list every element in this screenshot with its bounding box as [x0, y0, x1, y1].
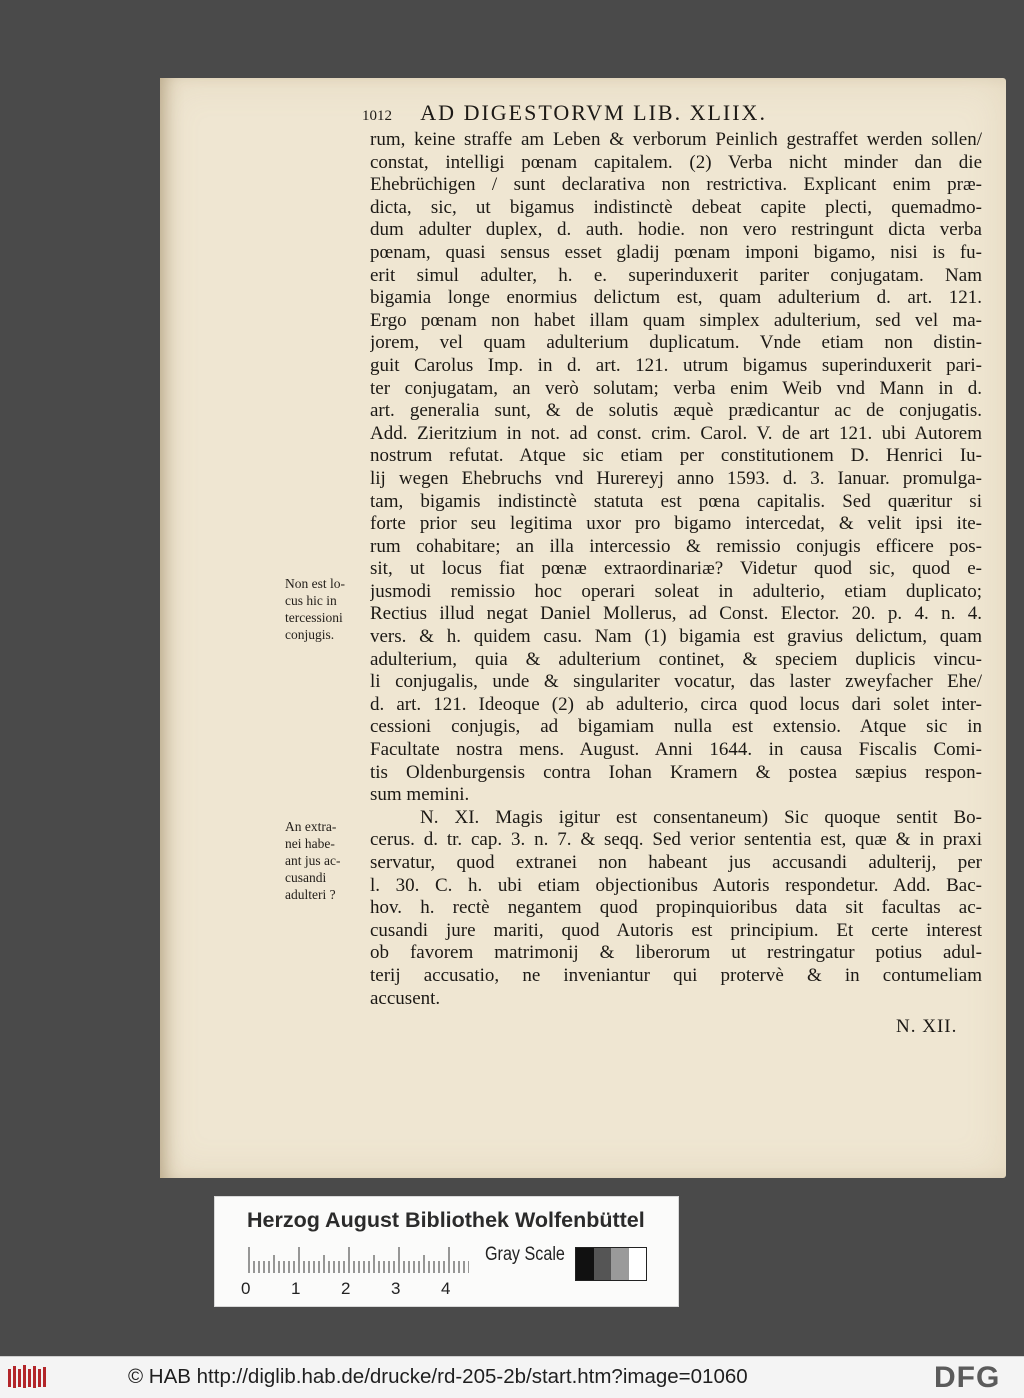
running-head: [362, 100, 982, 126]
text-line: cusandi jure mariti, quod Autoris est principium. Et certe interest: [370, 919, 982, 941]
text-line: dum adulter duplex, d. auth. hodie. non vero restringunt dicta verba: [370, 219, 982, 241]
text-line: lij wegen Ehebruchs vnd Hurereyj anno 1593. d. 3. Ianuar. promulga-: [370, 467, 982, 489]
catchword: N. XII.: [896, 1016, 958, 1037]
text-line: constat, intelligi pœnam capitalem. (2) Verba nicht minder dan die: [370, 151, 982, 173]
text-line: nostrum refutat. Atque sic etiam per constitutionem D. Henrici Iu-: [370, 445, 982, 467]
text-line: cerus. d. tr. cap. 3. n. 7. & seqq. Sed verior sententia est, quæ & in praxi: [370, 829, 982, 851]
margin-note-intercession: [285, 575, 373, 643]
text-line: forte prior seu legitima uxor pro bigamo intercedat, & velit ipsi ite-: [370, 513, 982, 535]
text-line: tam, bigamis indistinctè statuta est pœna capitalis. Sed quæritur si: [370, 490, 982, 512]
text-line: terij accusatio, ne inveniantur qui protervè & in contumeliam: [370, 964, 982, 986]
margin-note-line: An extra-: [285, 819, 337, 834]
text-line: sit, ut locus fiat pœnæ extraordinariæ? Videtur quod sic, quod e-: [370, 558, 982, 580]
hab-logo-icon: [6, 1363, 48, 1391]
library-title: Herzog August Bibliothek Wolfenbüttel: [247, 1208, 645, 1232]
text-line: art. generalia sunt, & de solutis æquè prædicantur ac de conjugatis.: [370, 400, 982, 422]
body-text: [370, 129, 982, 1010]
text-line: hov. h. rectè negantem quod propinquioribus data sit facultas ac-: [370, 897, 982, 919]
text-line: l. 30. C. h. ubi etiam objectionibus Autoris respondetur. Add. Bac-: [370, 874, 982, 896]
text-line: Facultate nostra mens. August. Anni 1644. in causa Fiscalis Comi-: [370, 739, 982, 761]
margin-note-line: cusandi: [285, 870, 327, 885]
text-line: bigamia longe enormius delictum est, quam adulterium d. art. 121.: [370, 287, 982, 309]
gray-swatch: [611, 1248, 629, 1280]
ruler-number: 0: [241, 1279, 251, 1298]
text-line: jusmodi remissio hoc operari soleat in adulterio, etiam duplicato;: [370, 580, 982, 602]
text-line: adulterium, quia & adulterium continet, & speciem duplicis vincu-: [370, 648, 982, 670]
ruler-scale: [247, 1247, 469, 1273]
ruler-number: 2: [341, 1279, 351, 1298]
text-line: ob favorem matrimonij & liberorum ut restringatur potius adul-: [370, 942, 982, 964]
text-line: ter conjugatam, an verò solutam; verba enim Weib vnd Mann in d.: [370, 377, 982, 399]
dfg-logo: DFG: [934, 1361, 1001, 1394]
text-line: pœnam, quasi sensus esset gladij pœnam imponi bigamo, nisi is fu-: [370, 241, 982, 263]
page-number: 1012: [362, 108, 392, 124]
gray-swatch: [594, 1248, 612, 1280]
text-line: Ehebrüchigen / sunt declarativa non restrictiva. Explicant enim præ-: [370, 174, 982, 196]
gray-scale-bar: [575, 1247, 647, 1281]
footer-credit[interactable]: © HAB http://diglib.hab.de/drucke/rd-205-2b/start.htm?image=01060: [128, 1365, 748, 1388]
gray-swatch: [576, 1248, 594, 1280]
margin-note-line: tercessioni: [285, 610, 343, 625]
text-line: sum memini.: [370, 784, 470, 806]
ruler-number: 1: [291, 1279, 301, 1298]
gray-scale-label: Gray Scale: [485, 1244, 565, 1265]
margin-note-line: conjugis.: [285, 627, 335, 642]
text-line: guit Carolus Imp. in d. art. 121. utrum bigamus superinduxerit pari-: [370, 354, 982, 376]
margin-note-line: adulteri ?: [285, 887, 336, 902]
gray-swatch: [629, 1248, 647, 1280]
text-line: li conjugalis, unde & singulariter vocatur, das laster zweyfacher Ehe/: [370, 671, 982, 693]
text-line: N. XI. Magis igitur est consentaneum) Sic quoque sentit Bo-: [420, 806, 982, 828]
color-card: [214, 1196, 679, 1307]
text-line: cessioni conjugis, ad bigamiam nulla est extensio. Atque sic in: [370, 716, 982, 738]
text-line: vers. & h. quidem casu. Nam (1) bigamia est gravius delictum, quam: [370, 626, 982, 648]
text-line: tis Oldenburgensis contra Iohan Kramern & postea sæpius respon-: [370, 761, 982, 783]
text-line: jorem, vel quam adulterium duplicatum. Vnde etiam non distin-: [370, 332, 982, 354]
margin-note-extranei: [285, 818, 373, 903]
footer-bar: [0, 1356, 1024, 1398]
margin-note-line: nei habe-: [285, 836, 335, 851]
text-line: Ergo pœnam non habet illam quam simplex adulterium, sed vel ma-: [370, 309, 982, 331]
text-line: erit simul adulter, h. e. superinduxerit pariter conjugatam. Nam: [370, 264, 982, 286]
margin-note-line: ant jus ac-: [285, 853, 341, 868]
text-line: accusent.: [370, 987, 441, 1009]
text-line: dicta, sic, ut bigamus indistinctè debeat capite plecti, quemadmo-: [370, 196, 982, 218]
margin-note-line: cus hic in: [285, 593, 337, 608]
text-line: d. art. 121. Ideoque (2) ab adulterio, circa quod locus dari solet inter-: [370, 693, 982, 715]
text-line: servatur, quod extranei non habeant jus accusandi adulterij, per: [370, 852, 982, 873]
text-line: rum cohabitare; an illa intercessio & remissio conjugis efficere pos-: [370, 535, 982, 557]
ruler-number: 4: [441, 1279, 451, 1298]
text-line: Rectius illud negat Daniel Mollerus, ad Const. Elector. 20. p. 4. n. 4.: [370, 603, 982, 625]
ruler-number: 3: [391, 1279, 401, 1298]
text-line: Add. Zieritzium in not. ad const. crim. Carol. V. de art 121. ubi Autorem: [370, 422, 982, 444]
text-line: rum, keine straffe am Leben & verborum Peinlich gestraffet werden sollen/: [370, 129, 982, 150]
margin-note-line: Non est lo-: [285, 576, 345, 591]
running-title: AD DIGESTORVM LIB. XLIIX.: [420, 100, 767, 125]
